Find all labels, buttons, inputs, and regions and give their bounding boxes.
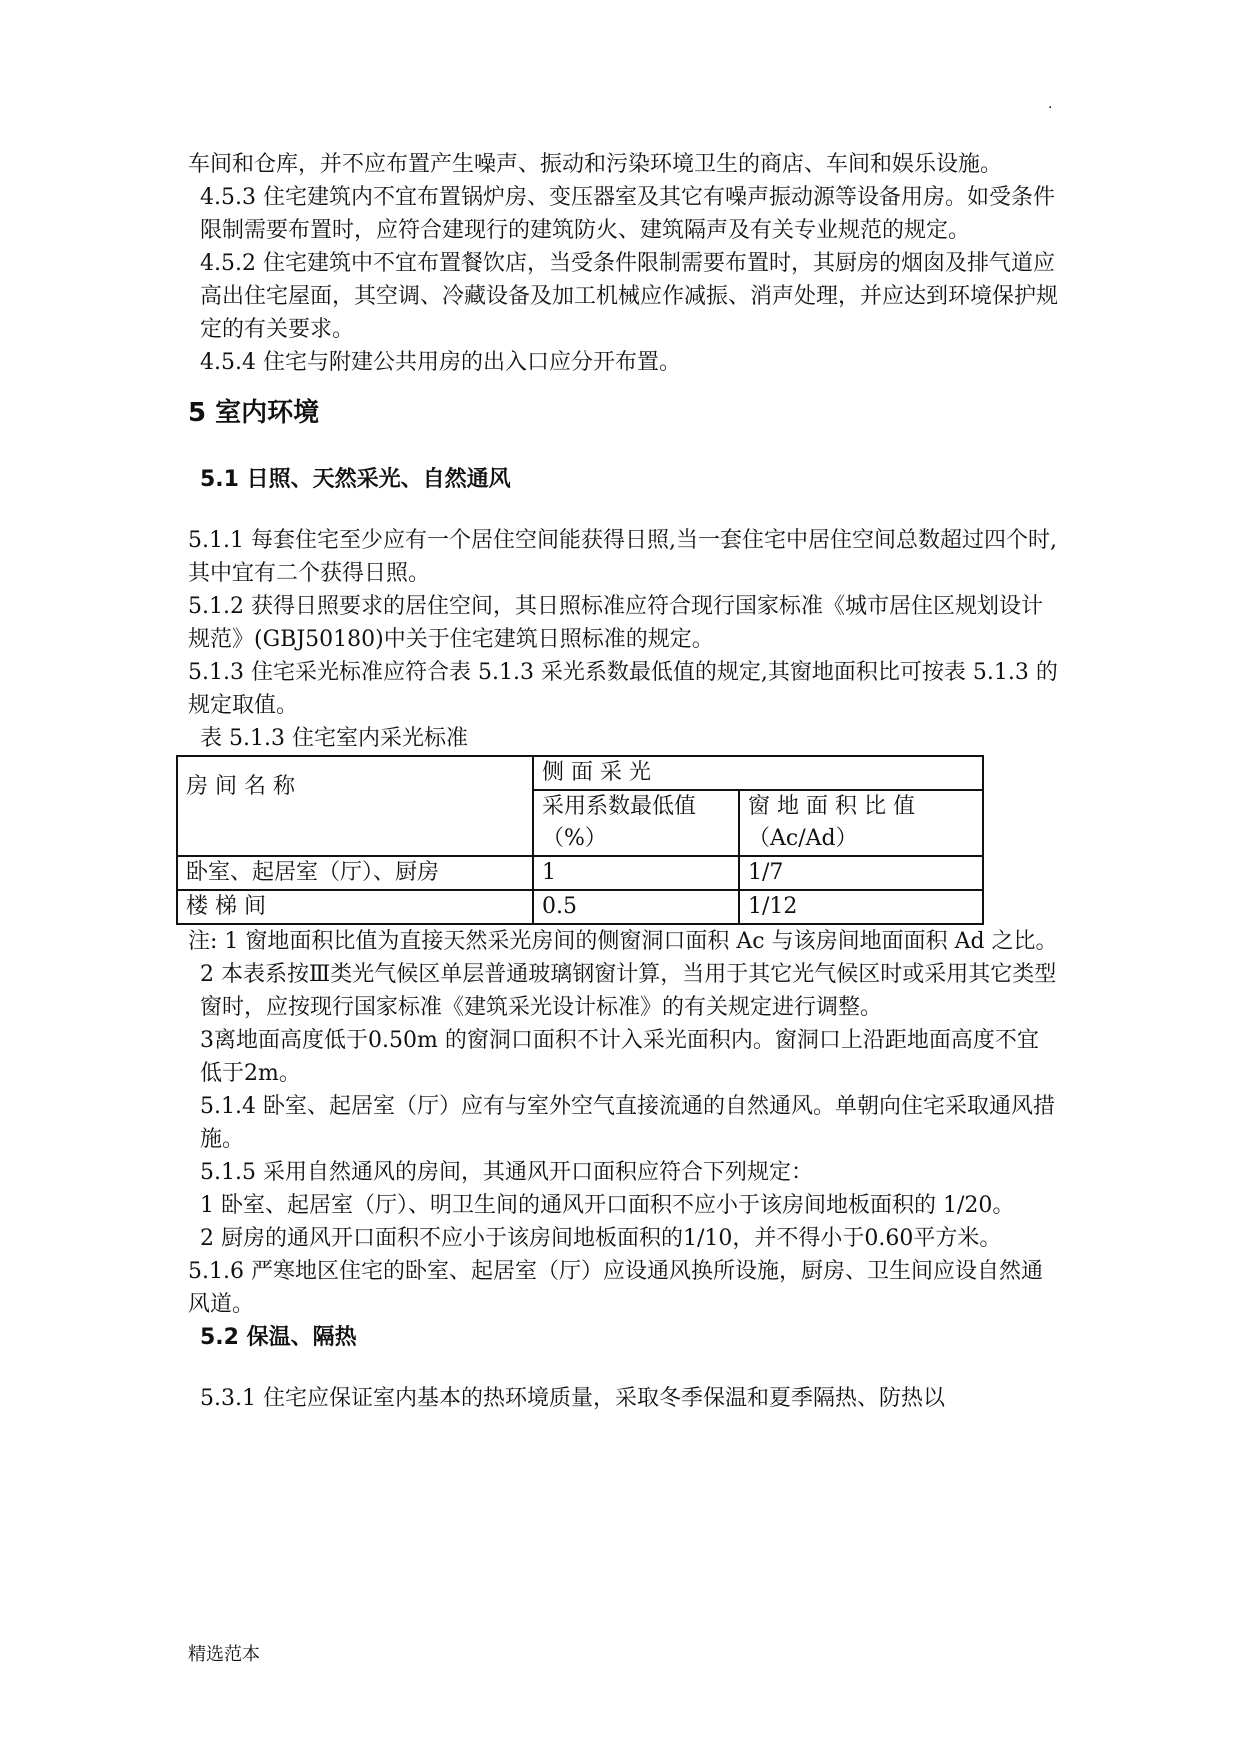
cell-coefficient: 0.5 bbox=[533, 890, 739, 924]
paragraph: 4.5.4 住宅与附建公共用房的出入口应分开布置。 bbox=[200, 350, 681, 375]
header-room-name bbox=[177, 756, 533, 856]
cell-ratio: 1/7 bbox=[739, 856, 983, 890]
paragraph: 4.5.3 住宅建筑内不宜布置锅炉房、变压器室及其它有噪声振动源等设备用房。如受条件限制需要布置时，应符合建现行的建筑防火、建筑隔声及有关专业规范的规定。 bbox=[200, 185, 1055, 243]
table-row bbox=[177, 856, 983, 890]
table-note: 注: 1 窗地面积比值为直接天然采光房间的侧窗洞口面积 Ac 与该房间地面面积 Ad 之比。 bbox=[188, 929, 1058, 954]
section-5-1-title: 5.1 日照、天然采光、自然通风 bbox=[200, 467, 511, 492]
paragraph: 5.3.1 住宅应保证室内基本的热环境质量，采取冬季保温和夏季隔热、防热以 bbox=[200, 1386, 945, 1411]
document-body bbox=[188, 148, 1058, 1415]
paragraph: 2 厨房的通风开口面积不应小于该房间地板面积的1/10，并不得小于0.60平方米。 bbox=[200, 1226, 1002, 1251]
footer-label: 精选范本 bbox=[188, 1644, 260, 1665]
cell-ratio: 1/12 bbox=[739, 890, 983, 924]
cell-room: 卧室、起居室（厅）、厨房 bbox=[177, 856, 533, 890]
paragraph: 4.5.2 住宅建筑中不宜布置餐饮店，当受条件限制需要布置时，其厨房的烟囱及排气道应高出住宅屋面，其空调、冷藏设备及加工机械应作减振、消声处理，并应达到环境保护规定的有关要求。 bbox=[200, 251, 1059, 342]
paragraph: 5.1.4 卧室、起居室（厅）应有与室外空气直接流通的自然通风。单朝向住宅采取通风措施。 bbox=[200, 1094, 1055, 1152]
cell-room: 楼 梯 间 bbox=[177, 890, 533, 924]
paragraph: 车间和仓库，并不应布置产生噪声、振动和污染环境卫生的商店、车间和娱乐设施。 bbox=[188, 152, 1003, 177]
header-side-lighting: 侧 面 采 光 bbox=[533, 756, 983, 790]
header-room-name-text: 房 间 名 称 bbox=[186, 774, 295, 799]
paragraph: 1 卧室、起居室（厅）、明卫生间的通风开口面积不应小于该房间地板面积的 1/20。 bbox=[200, 1193, 1015, 1218]
spacer bbox=[188, 496, 1058, 524]
table-note: 2 本表系按Ⅲ类光气候区单层普通玻璃钢窗计算，当用于其它光气候区时或采用其它类型窗时，应按现行国家标准《建筑采光设计标准》的有关规定进行调整。 bbox=[200, 962, 1057, 1020]
paragraph: 5.1.3 住宅采光标准应符合表 5.1.3 采光系数最低值的规定,其窗地面积比可按表 5.1.3 的规定取值。 bbox=[188, 660, 1058, 718]
header-window-ratio: 窗 地 面 积 比 值（Ac/Ad） bbox=[739, 790, 983, 856]
paragraph: 5.1.1 每套住宅至少应有一个居住空间能获得日照,当一套住宅中居住空间总数超过四个时,其中宜有二个获得日照。 bbox=[188, 528, 1057, 586]
spacer bbox=[188, 1354, 1058, 1382]
section-5-2-title: 5.2 保温、隔热 bbox=[200, 1325, 357, 1350]
daylight-standard-table bbox=[176, 755, 984, 925]
header-coefficient: 采用系数最低值（%） bbox=[533, 790, 739, 856]
paragraph: 5.1.6 严寒地区住宅的卧室、起居室（厅）应设通风换所设施，厨房、卫生间应设自然通风道。 bbox=[188, 1259, 1043, 1317]
paragraph: 5.1.5 采用自然通风的房间，其通风开口面积应符合下列规定： bbox=[200, 1160, 813, 1185]
corner-mark: . bbox=[1048, 96, 1053, 112]
table-caption: 表 5.1.3 住宅室内采光标准 bbox=[200, 726, 468, 751]
cell-coefficient: 1 bbox=[533, 856, 739, 890]
section-5-title: 5 室内环境 bbox=[188, 398, 320, 428]
table-row bbox=[177, 890, 983, 924]
table-note: 3离地面高度低于0.50m 的窗洞口面积不计入采光面积内。窗洞口上沿距地面高度不宜低于2m。 bbox=[200, 1028, 1039, 1086]
paragraph: 5.1.2 获得日照要求的居住空间，其日照标准应符合现行国家标准《城市居住区规划设计规范》(GBJ50180)中关于住宅建筑日照标准的规定。 bbox=[188, 594, 1043, 652]
